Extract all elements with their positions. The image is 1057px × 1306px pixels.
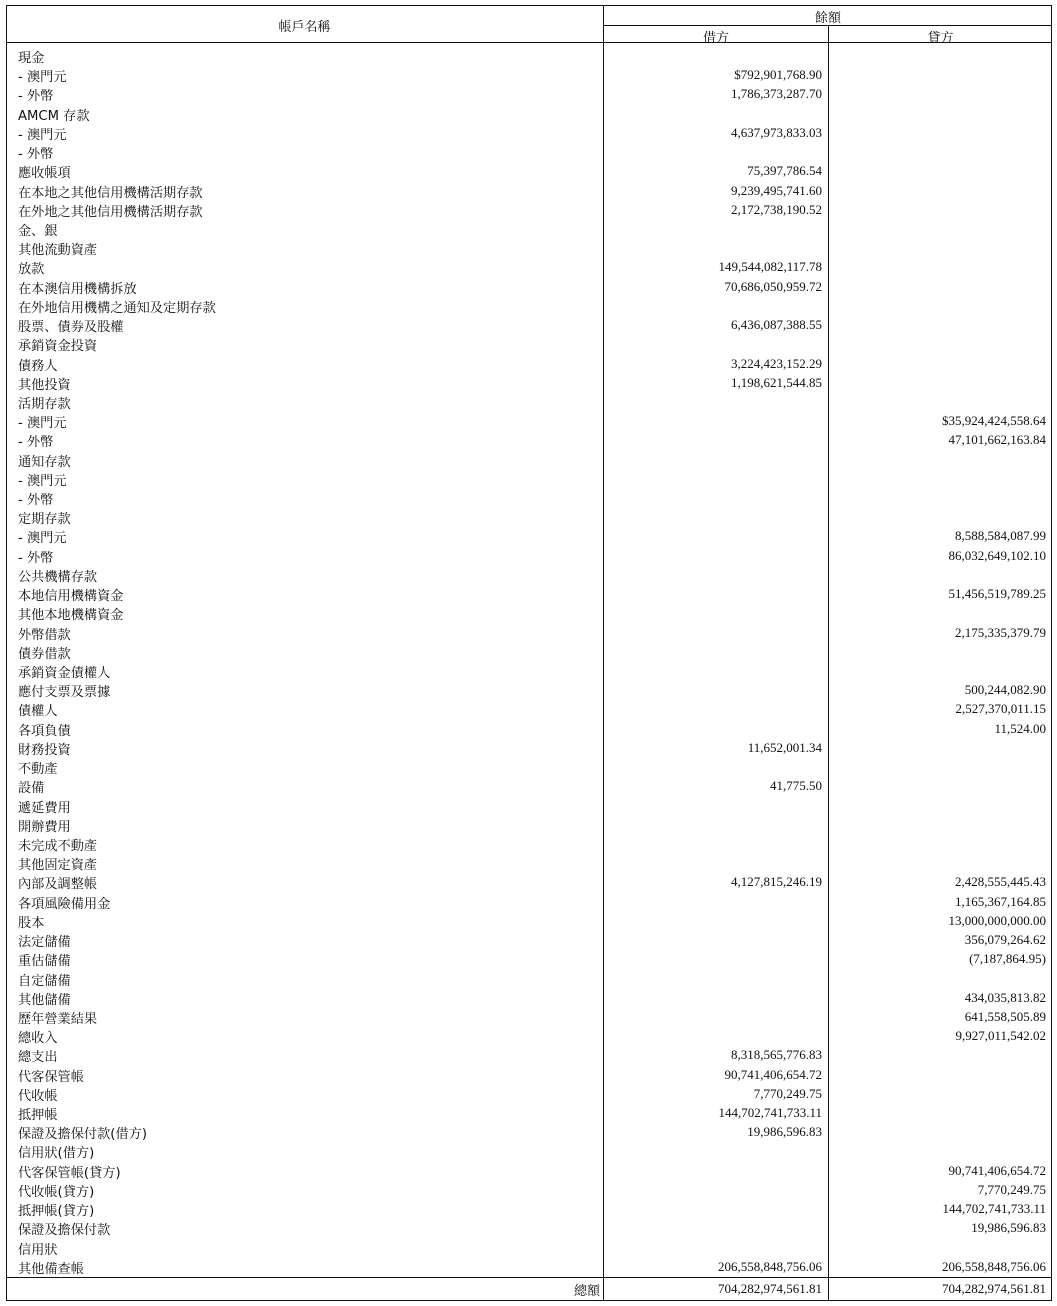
- account-name-cell: 債務人: [18, 358, 58, 374]
- account-name-cell: 設備: [18, 781, 45, 797]
- credit-header: 貸方: [927, 31, 954, 46]
- credit-cell: 434,035,813.82: [964, 989, 1046, 1005]
- table-bottom-border: [6, 1300, 1052, 1301]
- table-row: [6, 987, 1052, 1006]
- table-row: [6, 795, 1052, 814]
- account-name-cell: 歷年營業結果: [18, 1011, 98, 1027]
- account-name-header: 帳戶名稱: [278, 20, 331, 35]
- account-name-cell: 信用狀: [18, 1242, 58, 1258]
- table-row: [6, 199, 1052, 218]
- credit-cell: 144,702,741,733.11: [942, 1201, 1046, 1217]
- table-row: [6, 852, 1052, 874]
- account-name-cell: 其他投資: [18, 377, 71, 393]
- debit-cell: 2,172,738,190.52: [731, 201, 822, 217]
- table-row: [6, 622, 1052, 641]
- account-name-cell: 在外地之其他信用機構活期存款: [18, 204, 203, 220]
- account-name-cell: 未完成不動產: [18, 838, 98, 854]
- table-row: [6, 141, 1052, 163]
- account-name-cell: 各項負債: [18, 723, 71, 739]
- credit-cell: 13,000,000,000.00: [948, 912, 1046, 928]
- account-name-cell: 內部及調整帳: [18, 877, 98, 893]
- account-name-cell: 總支出: [18, 1050, 58, 1066]
- table-row: [6, 1160, 1052, 1179]
- account-name-cell: 保證及擔保付款: [18, 1223, 111, 1239]
- account-name-cell: 代客保管帳(貸方): [18, 1165, 121, 1181]
- credit-cell: 500,244,082.90: [964, 682, 1046, 698]
- account-name-cell: 債權人: [18, 704, 58, 720]
- table-row: [6, 45, 1052, 64]
- account-name-cell: 自定儲備: [18, 973, 71, 989]
- table-row: [6, 83, 1052, 105]
- account-name-cell: - 外幣: [18, 435, 54, 451]
- account-name-cell: 債券借款: [18, 646, 71, 662]
- total-debit: 704,282,974,561.81: [718, 1281, 822, 1296]
- table-row: [6, 1006, 1052, 1025]
- table-row: [6, 1237, 1052, 1256]
- credit-cell: 2,175,335,379.79: [955, 624, 1046, 640]
- total-credit: 704,282,974,561.81: [942, 1281, 1046, 1296]
- table-row: [6, 410, 1052, 432]
- account-name-cell: - 澳門元: [18, 416, 67, 432]
- credit-cell: 90,741,406,654.72: [948, 1162, 1046, 1178]
- credit-cell: 11,524.00: [994, 720, 1046, 736]
- account-name-cell: - 澳門元: [18, 531, 67, 547]
- account-name-cell: 現金: [18, 51, 45, 66]
- account-name-cell: AMCM 存款: [18, 108, 90, 124]
- table-row: [6, 449, 1052, 468]
- table-row: [6, 583, 1052, 605]
- table-row: [6, 660, 1052, 679]
- debit-cell: 8,318,565,776.83: [731, 1047, 822, 1063]
- table-row: [6, 814, 1052, 833]
- credit-cell: (7,187,864.95): [969, 951, 1046, 967]
- account-name-cell: 抵押帳(貸方): [18, 1204, 95, 1220]
- table-row: [6, 122, 1052, 141]
- table-row: [6, 1102, 1052, 1124]
- table-row: [6, 833, 1052, 852]
- account-name-cell: - 外幣: [18, 89, 54, 105]
- account-name-cell: 抵押帳: [18, 1108, 58, 1124]
- account-name-cell: 公共機構存款: [18, 569, 98, 585]
- account-name-cell: 不動產: [18, 762, 58, 778]
- account-name-cell: 財務投資: [18, 742, 71, 758]
- credit-cell: 19,986,596.83: [971, 1220, 1046, 1236]
- account-name-cell: 金、銀: [18, 223, 58, 239]
- table-row: [6, 256, 1052, 278]
- table-row: [6, 314, 1052, 336]
- table-row: [6, 333, 1052, 355]
- table-row: [6, 641, 1052, 660]
- credit-cell: 8,588,584,087.99: [955, 528, 1046, 544]
- debit-cell: 1,198,621,544.85: [731, 374, 822, 390]
- credit-cell: 2,527,370,011.15: [955, 701, 1046, 717]
- account-rows: [6, 45, 1052, 1275]
- account-name-cell: 活期存款: [18, 396, 71, 412]
- table-row: [6, 968, 1052, 987]
- table-row: [6, 218, 1052, 237]
- account-name-cell: 其他流動資產: [18, 243, 98, 259]
- account-name-cell: - 外幣: [18, 493, 54, 509]
- account-name-cell: - 外幣: [18, 550, 54, 566]
- account-name-cell: 總收入: [18, 1031, 58, 1047]
- table-row: [6, 103, 1052, 122]
- table-row: [6, 1064, 1052, 1083]
- account-name-cell: 開辦費用: [18, 819, 71, 835]
- credit-cell: 356,079,264.62: [964, 932, 1046, 948]
- account-name-cell: - 澳門元: [18, 473, 67, 489]
- debit-cell: 75,397,786.54: [747, 163, 822, 179]
- table-row: [6, 295, 1052, 314]
- account-name-cell: 應收帳項: [18, 166, 71, 182]
- debit-cell: 7,770,249.75: [753, 1085, 822, 1101]
- table-row: [6, 1140, 1052, 1162]
- account-name-cell: - 澳門元: [18, 70, 67, 86]
- account-name-cell: 各項風險備用金: [18, 896, 111, 912]
- credit-cell: 641,558,505.89: [964, 1008, 1046, 1024]
- credit-cell: 86,032,649,102.10: [948, 547, 1046, 563]
- table-row: [6, 1198, 1052, 1220]
- account-name-cell: 代客保管帳: [18, 1069, 84, 1085]
- table-row: [6, 353, 1052, 372]
- table-row: [6, 468, 1052, 487]
- table-row: [6, 372, 1052, 391]
- debit-cell: 19,986,596.83: [747, 1124, 822, 1140]
- account-name-cell: 法定儲備: [18, 935, 71, 951]
- account-name-cell: 承銷資金債權人: [18, 666, 111, 681]
- table-row: [6, 1121, 1052, 1143]
- table-row: [6, 679, 1052, 701]
- account-name-cell: 重估儲備: [18, 954, 71, 970]
- table-row: [6, 602, 1052, 624]
- table-row: [6, 564, 1052, 583]
- account-name-cell: 承銷資金投資: [18, 339, 98, 355]
- table-row: [6, 1044, 1052, 1066]
- debit-cell: 149,544,082,117.78: [718, 259, 822, 275]
- debit-cell: 11,652,001.34: [747, 739, 822, 755]
- credit-cell: 51,456,519,789.25: [948, 586, 1046, 602]
- account-name-cell: 在本地之其他信用機構活期存款: [18, 185, 203, 201]
- table-row: [6, 756, 1052, 778]
- balance-header: 餘額: [814, 11, 841, 26]
- debit-cell: 6,436,087,388.55: [731, 317, 822, 333]
- account-name-cell: 通知存款: [18, 454, 71, 470]
- total-row: [6, 1278, 1052, 1300]
- table-row: [6, 871, 1052, 893]
- table-row: [6, 160, 1052, 182]
- table-row: [6, 487, 1052, 509]
- debit-cell: 9,239,495,741.60: [731, 182, 822, 198]
- debit-cell: 70,686,050,959.72: [724, 278, 822, 294]
- table-row: [6, 180, 1052, 199]
- table-row: [6, 775, 1052, 797]
- table-row: [6, 1025, 1052, 1047]
- credit-cell: 1,165,367,164.85: [955, 893, 1046, 909]
- total-label: 總額: [573, 1284, 600, 1299]
- debit-cell: 41,775.50: [770, 778, 822, 794]
- table-row: [6, 1217, 1052, 1239]
- account-name-cell: 信用狀(借方): [18, 1146, 95, 1162]
- account-name-cell: 外幣借款: [18, 627, 71, 643]
- credit-cell: 47,101,662,163.84: [948, 432, 1046, 448]
- account-name-cell: 股本: [18, 915, 45, 931]
- table-row: [6, 525, 1052, 547]
- table-row: [6, 391, 1052, 410]
- table-row: [6, 718, 1052, 737]
- account-name-cell: 代收帳(貸方): [18, 1184, 95, 1200]
- table-row: [6, 64, 1052, 86]
- debit-cell: 4,127,815,246.19: [731, 874, 822, 890]
- account-name-cell: 其他儲備: [18, 992, 71, 1008]
- table-row: [6, 929, 1052, 951]
- table-row: [6, 891, 1052, 910]
- account-name-cell: 其他本地機構資金: [18, 608, 124, 624]
- table-row: [6, 1179, 1052, 1198]
- debit-cell: 1,786,373,287.70: [731, 86, 822, 102]
- table-row: [6, 948, 1052, 970]
- account-name-cell: - 外幣: [18, 147, 54, 163]
- table-row: [6, 698, 1052, 720]
- table-row: [6, 237, 1052, 259]
- account-name-cell: 在本澳信用機構拆放: [18, 281, 137, 297]
- account-name-cell: 其他固定資產: [18, 858, 98, 874]
- table-row: [6, 276, 1052, 295]
- table-row: [6, 506, 1052, 528]
- debit-cell: 90,741,406,654.72: [724, 1066, 822, 1082]
- account-name-cell: 應付支票及票據: [18, 685, 111, 701]
- table-row: [6, 1256, 1052, 1275]
- credit-cell: 9,927,011,542.02: [955, 1028, 1046, 1044]
- trial-balance-table: [6, 5, 1052, 1301]
- account-name-cell: 遞延費用: [18, 800, 71, 816]
- account-name-cell: - 澳門元: [18, 127, 67, 143]
- credit-cell: 206,558,848,756.06: [942, 1258, 1046, 1274]
- account-name-cell: 其他備查帳: [18, 1261, 84, 1277]
- debit-cell: 4,637,973,833.03: [731, 124, 822, 140]
- table-row: [6, 737, 1052, 756]
- account-name-cell: 代收帳: [18, 1088, 58, 1104]
- credit-cell: $35,924,424,558.64: [942, 413, 1046, 429]
- table-row: [6, 1083, 1052, 1102]
- credit-cell: 7,770,249.75: [977, 1181, 1046, 1197]
- account-name-cell: 放款: [18, 262, 45, 278]
- credit-cell: 2,428,555,445.43: [955, 874, 1046, 890]
- table-row: [6, 545, 1052, 564]
- debit-cell: 3,224,423,152.29: [731, 355, 822, 371]
- account-name-cell: 股票、債券及股權: [18, 320, 124, 336]
- debit-cell: 144,702,741,733.11: [718, 1105, 822, 1121]
- account-name-cell: 定期存款: [18, 512, 71, 528]
- table-row: [6, 910, 1052, 929]
- account-name-cell: 保證及擔保付款(借方): [18, 1127, 147, 1143]
- table-row: [6, 429, 1052, 451]
- account-name-cell: 在外地信用機構之通知及定期存款: [18, 300, 216, 316]
- account-name-cell: 本地信用機構資金: [18, 589, 124, 605]
- debit-header: 借方: [702, 31, 729, 46]
- debit-cell: $792,901,768.90: [734, 67, 822, 83]
- debit-cell: 206,558,848,756.06: [718, 1258, 822, 1274]
